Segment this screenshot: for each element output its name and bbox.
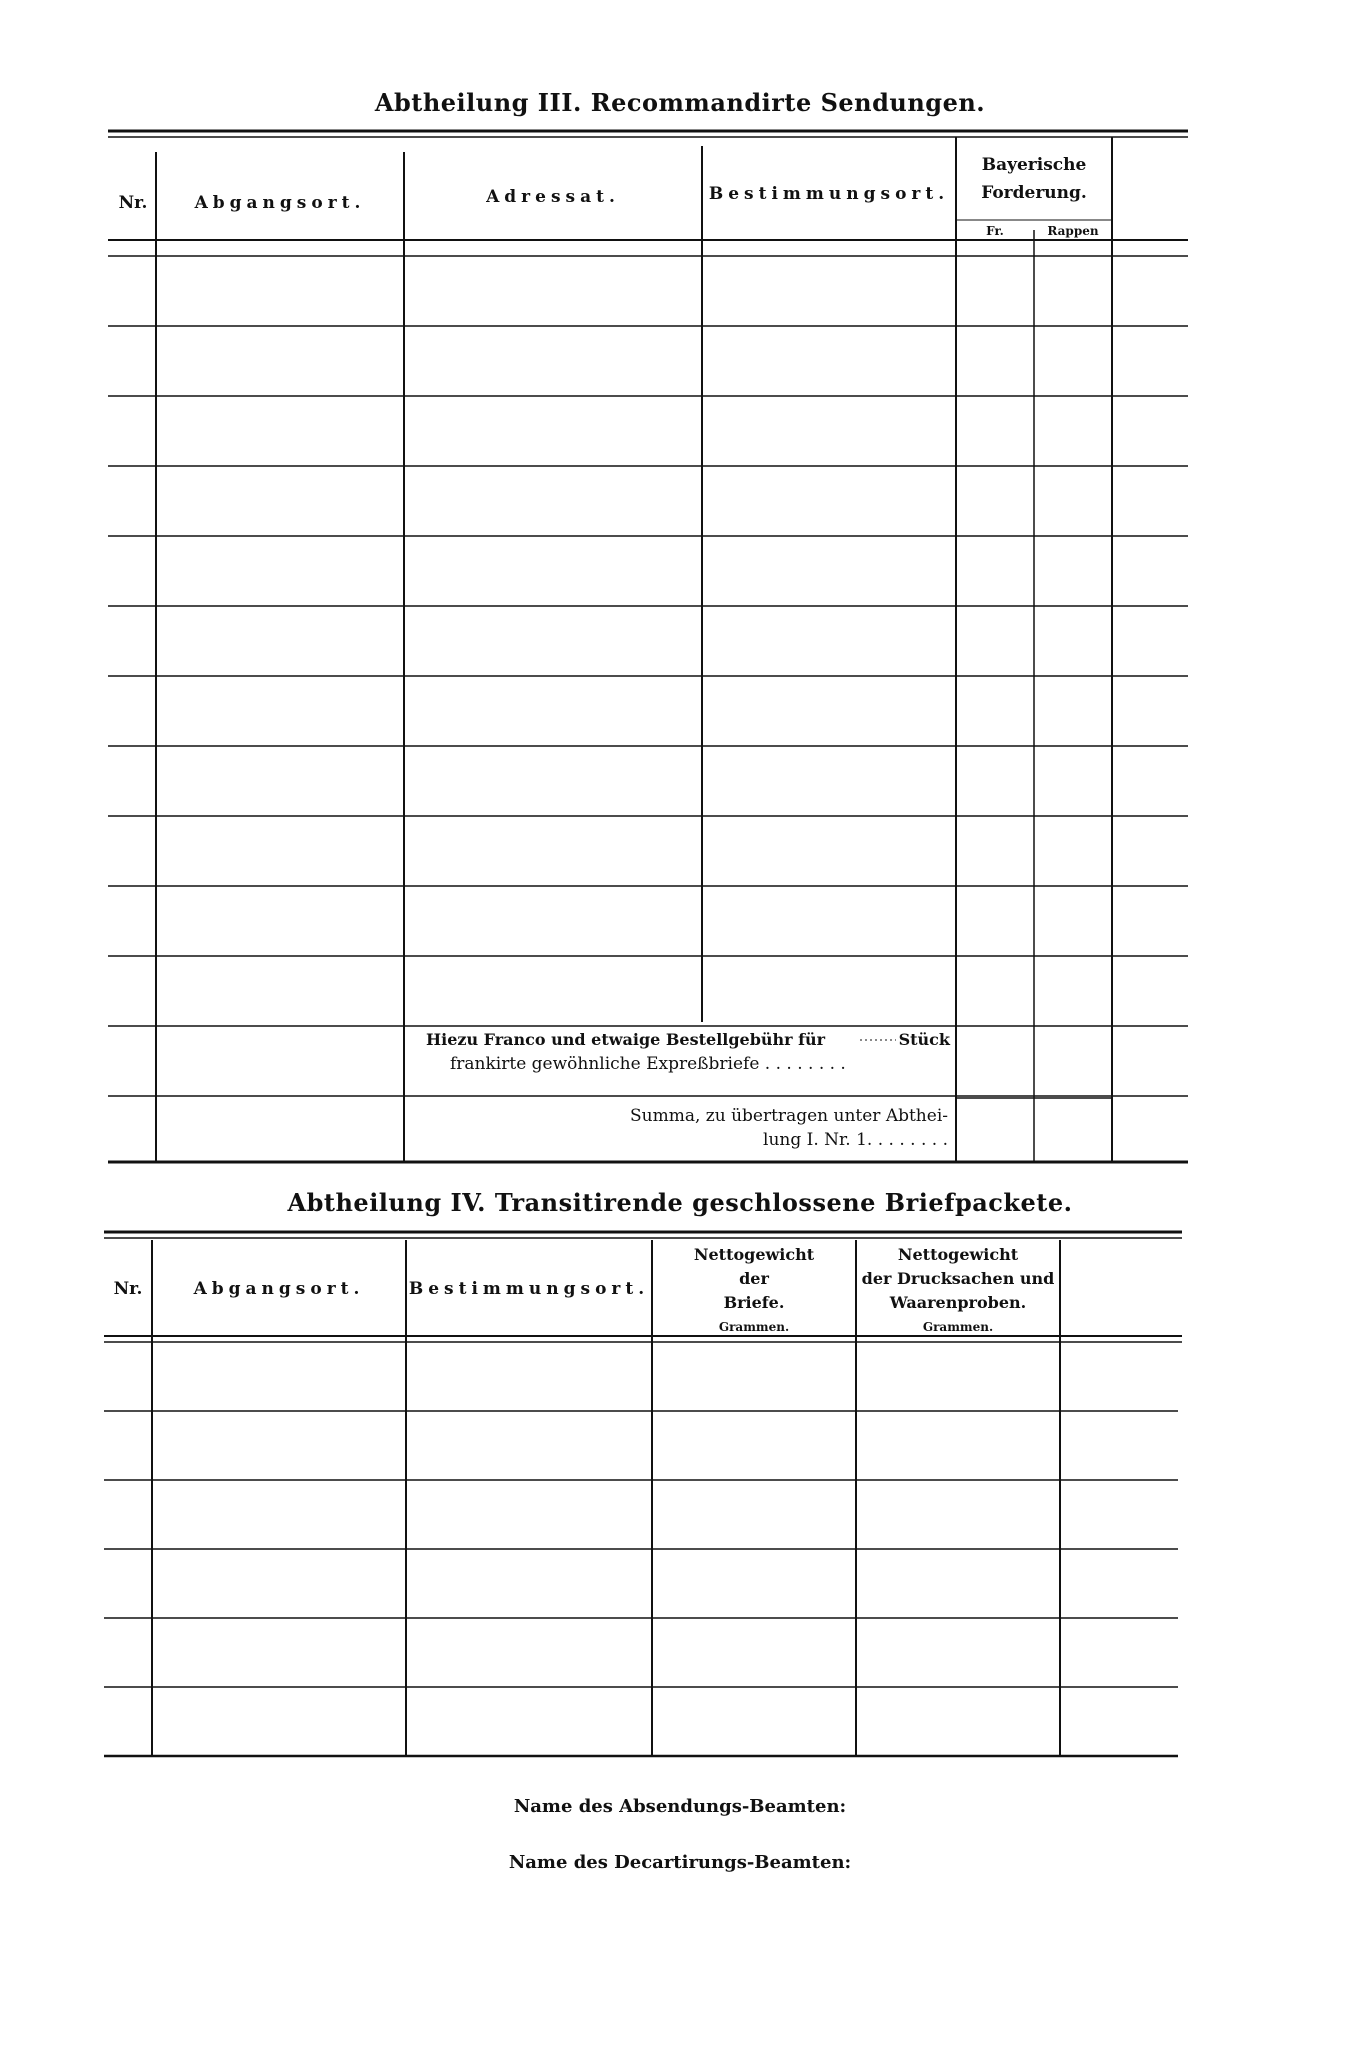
s4-letters-unit: Grammen. bbox=[718, 1320, 790, 1334]
header-destination: Bestimmungsort. bbox=[708, 184, 950, 204]
s4-print-unit: Grammen. bbox=[922, 1320, 994, 1334]
section4-title: Abtheilung IV. Transitirende geschlossene Briefpackete. bbox=[287, 1188, 1073, 1217]
header-claim-fr: Fr. bbox=[986, 224, 1004, 238]
header-claim-line2: Forderung. bbox=[981, 183, 1087, 203]
signature-declarer: Name des Decartirungs-Beamten: bbox=[508, 1852, 852, 1873]
note-line1 bbox=[426, 1028, 950, 1052]
s4-print-line3: Waarenproben. bbox=[889, 1293, 1027, 1312]
s4-letters-line2: der bbox=[739, 1269, 769, 1288]
s4-print-line1: Nettogewicht bbox=[897, 1245, 1019, 1264]
sum-line1: Summa, zu übertragen unter Abthei- bbox=[630, 1106, 948, 1126]
header-claim-rappen: Rappen bbox=[1047, 224, 1099, 238]
s4-header-destination: Bestimmungsort. bbox=[408, 1279, 650, 1299]
header-nr: Nr. bbox=[118, 193, 148, 213]
note-line1-right: Stück bbox=[898, 1030, 950, 1049]
header-addressee: Adressat. bbox=[486, 187, 620, 207]
header-claim-line1: Bayerische bbox=[981, 155, 1087, 175]
sum-line2: lung I. Nr. 1. . . . . . . . bbox=[763, 1130, 948, 1150]
header-origin: Abgangsort. bbox=[194, 193, 366, 213]
note-line1-left: Hiezu Franco und etwaige Bestellgebühr für bbox=[426, 1030, 826, 1049]
s4-letters-line3: Briefe. bbox=[723, 1293, 785, 1312]
s4-letters-line1: Nettogewicht bbox=[693, 1245, 815, 1264]
note-line2: frankirte gewöhnliche Expreßbriefe . . . . . . . . bbox=[450, 1054, 846, 1074]
s4-header-nr: Nr. bbox=[113, 1279, 143, 1299]
s4-print-line2: der Drucksachen und bbox=[861, 1269, 1055, 1288]
signature-sender: Name des Absendungs-Beamten: bbox=[513, 1796, 847, 1817]
s4-header-origin: Abgangsort. bbox=[193, 1279, 365, 1299]
section3-title: Abtheilung III. Recommandirte Sendungen. bbox=[374, 88, 986, 117]
